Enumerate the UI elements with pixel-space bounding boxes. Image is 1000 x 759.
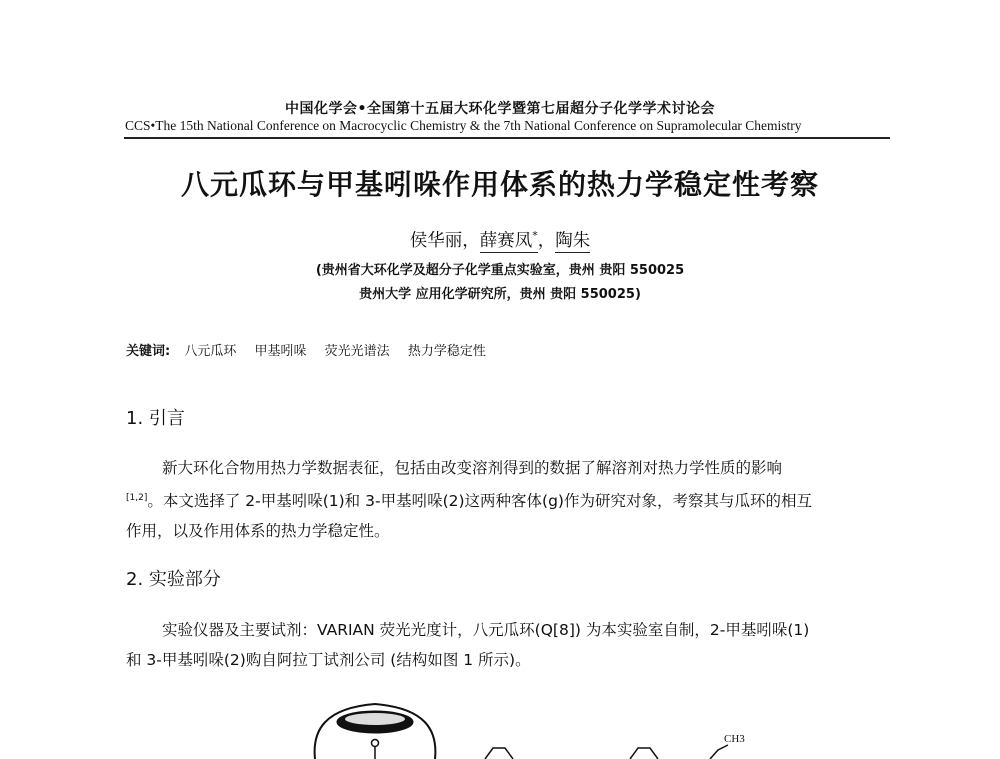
2-methylindole-structure	[485, 748, 513, 759]
cucurbituril-macrocycle-drawing	[315, 704, 436, 759]
author-1: 侯华丽，	[409, 231, 480, 251]
conference-header-cn: 中国化学会•全国第十五届大环化学暨第七届超分子化学学术讨论会	[285, 101, 715, 117]
3-methylindole-structure	[630, 745, 728, 759]
affiliation-line-1: (贵州省大环化学及超分子化学重点实验室，贵州 贵阳 550025	[315, 263, 685, 278]
citation: [1,2]	[126, 493, 148, 503]
experimental-paragraph	[126, 615, 890, 675]
header-divider	[124, 137, 890, 139]
author-3: 陶朱	[555, 231, 591, 251]
keyword-item: 热力学稳定性	[407, 344, 486, 359]
paper-title: 八元瓜环与甲基吲哚作用体系的热力学稳定性考察	[180, 168, 819, 201]
keyword-item: 荧光光谱法	[324, 344, 390, 359]
introduction-paragraph	[126, 453, 890, 546]
paragraph-line: 作用，以及作用体系的热力学稳定性。	[126, 522, 390, 541]
author-2: 薛赛凤*	[479, 229, 538, 251]
keyword-item: 甲基吲哚	[254, 344, 307, 359]
figure-1-structures	[300, 690, 770, 759]
conference-header-en: CCS•The 15th National Conference on Macrocyclic Chemistry & the 7th National Conference on Supramolecular Chemistry	[125, 118, 802, 133]
keywords-label: 关键词:	[126, 344, 171, 359]
section-heading-experimental: 2. 实验部分	[126, 569, 221, 590]
paragraph-line: 和 3-甲基吲哚(2)购自阿拉丁试剂公司 (结构如图 1 所示)。	[126, 651, 531, 669]
author-list	[0, 227, 1000, 252]
corresponding-author-mark: *	[532, 229, 538, 243]
paragraph-line: 新大环化合物用热力学数据表征，包括由改变溶剂得到的数据了解溶剂对热力学性质的影响	[162, 459, 783, 477]
paragraph-line: 实验仪器及主要试剂：VARIAN 荧光光度计，八元瓜环(Q[8]) 为本实验室自制，2-甲基吲哚(1)	[162, 621, 810, 639]
section-heading-introduction: 1. 引言	[126, 408, 185, 429]
author-separator: ，	[537, 231, 556, 251]
keywords	[126, 340, 500, 359]
affiliation-line-2: 贵州大学 应用化学研究所，贵州 贵阳 550025)	[359, 287, 641, 302]
paragraph-line: [1,2]。本文选择了 2-甲基吲哚(1)和 3-甲基吲哚(2)这两种客体(g)作为研究对象，考察其与瓜环的相互	[126, 492, 812, 511]
ch3-label: CH3	[724, 733, 745, 745]
keyword-item: 八元瓜环	[184, 344, 237, 359]
